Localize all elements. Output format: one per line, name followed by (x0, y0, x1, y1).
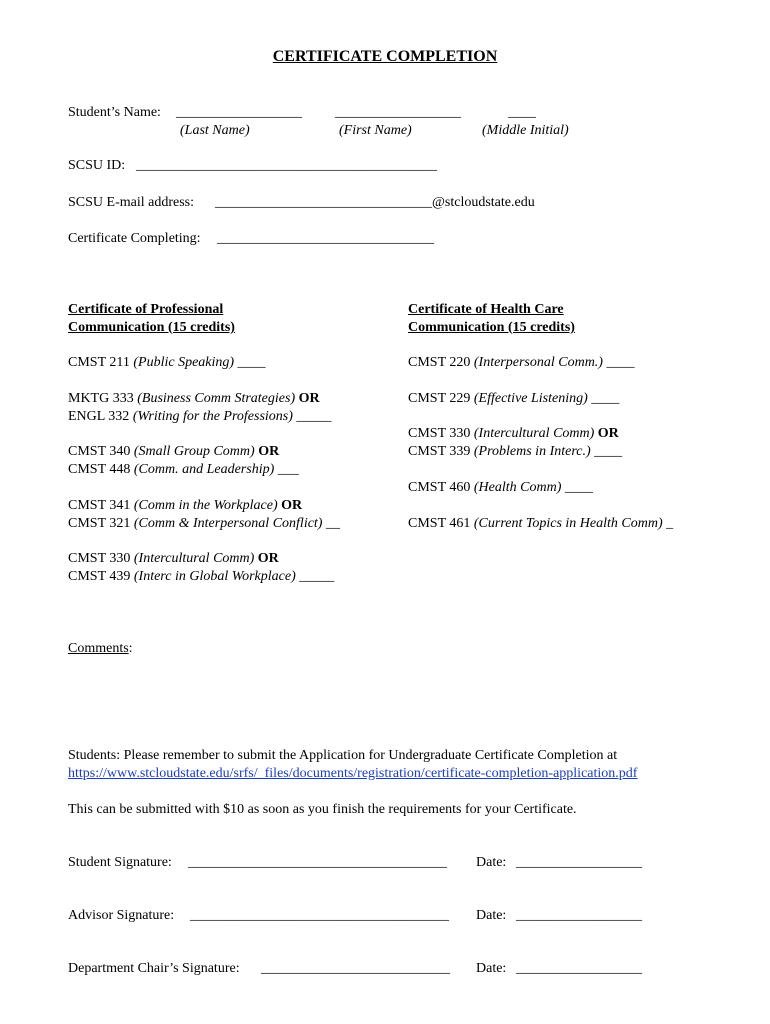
advisor-signature-label: Advisor Signature: (68, 908, 175, 923)
last-name-field[interactable]: __________________ (176, 105, 302, 120)
course-blank[interactable]: ____ (606, 355, 635, 370)
reminder-text: Students: Please remember to submit the Application for Undergraduate Certificate Completion at (68, 748, 618, 763)
course-blank[interactable]: _ (666, 516, 674, 531)
student-date-field[interactable]: __________________ (516, 855, 642, 870)
email-blank[interactable]: _______________________________ (215, 195, 432, 210)
left-course-item: CMST 448 (Comm. and Leadership) ___ (68, 462, 299, 477)
page-title: CERTIFICATE COMPLETION (272, 48, 498, 65)
left-heading-line2: Communication (15 credits) (68, 320, 235, 335)
course-blank[interactable]: ____ (594, 444, 623, 459)
left-course-item: ENGL 332 (Writing for the Professions) _____ (68, 409, 332, 424)
right-course-item: CMST 229 (Effective Listening) ____ (408, 391, 620, 406)
first-name-field[interactable]: __________________ (335, 105, 461, 120)
chair-signature-label: Department Chair’s Signature: (68, 961, 240, 976)
right-course-item: CMST 330 (Intercultural Comm) OR (408, 426, 619, 441)
email-field[interactable] (215, 194, 535, 212)
left-course-item: CMST 321 (Comm & Interpersonal Conflict) __ (68, 516, 340, 531)
student-signature-label: Student Signature: (68, 855, 172, 870)
first-name-caption: (First Name) (339, 123, 412, 138)
advisor-signature-field[interactable]: _____________________________________ (190, 908, 449, 923)
left-course-item: CMST 341 (Comm in the Workplace) OR (68, 498, 303, 513)
email-label: SCSU E-mail address: (68, 195, 194, 210)
last-name-caption: (Last Name) (180, 123, 250, 138)
left-course-item: CMST 211 (Public Speaking) ____ (68, 355, 266, 370)
email-domain: @stcloudstate.edu (432, 195, 535, 210)
advisor-date-label: Date: (476, 908, 507, 923)
left-course-item: CMST 439 (Interc in Global Workplace) _____ (68, 569, 335, 584)
certificate-completing-label: Certificate Completing: (68, 231, 201, 246)
course-blank[interactable]: _____ (296, 409, 332, 424)
left-course-item: CMST 340 (Small Group Comm) OR (68, 444, 280, 459)
right-heading-line1: Certificate of Health Care (408, 302, 564, 317)
course-blank[interactable]: ____ (564, 480, 593, 495)
left-heading-line1: Certificate of Professional (68, 302, 224, 317)
chair-signature-field[interactable]: ___________________________ (261, 961, 450, 976)
application-link[interactable]: https://www.stcloudstate.edu/srfs/_files/documents/registration/certificate-completion-application.pdf (68, 766, 638, 781)
right-course-item: CMST 460 (Health Comm) ____ (408, 480, 593, 495)
fee-note: This can be submitted with $10 as soon as you finish the requirements for your Certificate. (68, 802, 577, 817)
course-blank[interactable]: ___ (277, 462, 299, 477)
course-blank[interactable]: __ (325, 516, 340, 531)
course-blank[interactable]: ____ (237, 355, 266, 370)
application-link-wrap (68, 765, 637, 783)
left-course-item: CMST 330 (Intercultural Comm) OR (68, 551, 279, 566)
middle-initial-field[interactable]: ____ (508, 105, 536, 120)
chair-date-label: Date: (476, 961, 507, 976)
certificate-completing-field[interactable]: _______________________________ (217, 231, 434, 246)
right-course-item: CMST 220 (Interpersonal Comm.) ____ (408, 355, 635, 370)
student-name-label: Student’s Name: (68, 105, 161, 120)
right-heading-line2: Communication (15 credits) (408, 320, 575, 335)
student-date-label: Date: (476, 855, 507, 870)
course-blank[interactable]: _____ (299, 569, 335, 584)
scsu-id-field[interactable]: ___________________________________________ (136, 158, 437, 173)
comments-label: Comments: (68, 641, 133, 656)
middle-initial-caption: (Middle Initial) (482, 123, 569, 138)
course-blank[interactable]: ____ (591, 391, 620, 406)
student-signature-field[interactable]: _____________________________________ (188, 855, 447, 870)
right-course-item: CMST 339 (Problems in Interc.) ____ (408, 444, 623, 459)
chair-date-field[interactable]: __________________ (516, 961, 642, 976)
right-course-item: CMST 461 (Current Topics in Health Comm) _ (408, 516, 674, 531)
advisor-date-field[interactable]: __________________ (516, 908, 642, 923)
scsu-id-label: SCSU ID: (68, 158, 126, 173)
left-course-item: MKTG 333 (Business Comm Strategies) OR (68, 391, 320, 406)
